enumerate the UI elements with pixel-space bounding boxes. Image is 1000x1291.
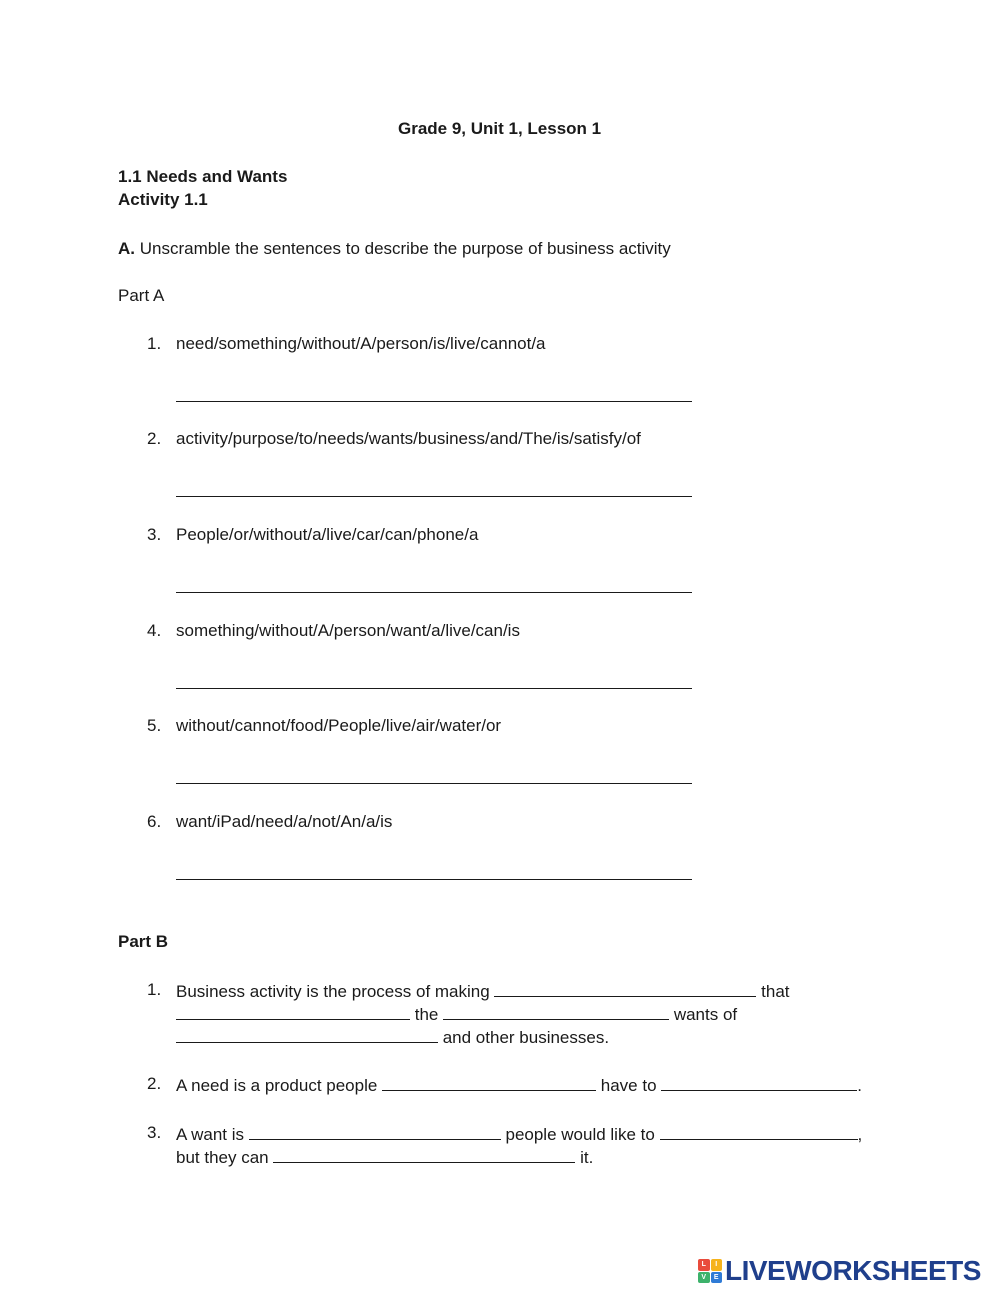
- logo-letter: L: [698, 1259, 710, 1271]
- sentence-text: wants of: [669, 1005, 738, 1024]
- sentence-text: people would like to: [500, 1125, 660, 1144]
- liveworksheets-logo: [698, 1256, 981, 1286]
- blank-field[interactable]: [443, 1002, 669, 1020]
- sentence-text: A want is: [176, 1125, 249, 1144]
- answer-line[interactable]: [176, 382, 692, 402]
- blank-field[interactable]: [176, 1002, 410, 1020]
- logo-text: LIVEWORKSHEETS: [725, 1255, 981, 1286]
- sentence-text: .: [857, 1076, 862, 1095]
- sentence-text: but they can: [176, 1148, 274, 1167]
- blank-field[interactable]: [660, 1122, 858, 1140]
- instruction-text: Unscramble the sentences to describe the purpose of business activity: [135, 239, 671, 258]
- part-b-title: Part B: [118, 932, 169, 951]
- item-number: 4.: [147, 621, 162, 640]
- item-number: 2.: [147, 429, 162, 448]
- fill-sentence-line: [176, 1122, 862, 1146]
- answer-line[interactable]: [176, 669, 692, 689]
- sentence-text: it.: [575, 1148, 594, 1167]
- answer-line[interactable]: [176, 764, 692, 784]
- blank-field[interactable]: [661, 1073, 857, 1091]
- blank-field[interactable]: [494, 979, 756, 997]
- blank-field[interactable]: [176, 1025, 438, 1043]
- blank-field[interactable]: [273, 1145, 575, 1163]
- sentence-text: have to: [596, 1076, 662, 1095]
- sentence-text: A need is a product people: [176, 1076, 383, 1095]
- instruction: [118, 238, 671, 260]
- item-number: 5.: [147, 716, 162, 735]
- answer-line[interactable]: [176, 860, 692, 880]
- sentence-text: the: [410, 1005, 444, 1024]
- instruction-label: A.: [118, 239, 135, 258]
- logo-letter: V: [698, 1272, 710, 1284]
- sentence-text: Business activity is the process of making: [176, 982, 495, 1001]
- fill-sentence-line: [176, 1073, 862, 1097]
- answer-line[interactable]: [176, 477, 692, 497]
- fill-sentence-line: [176, 979, 790, 1003]
- scrambled-sentence: activity/purpose/to/needs/wants/business/and/The/is/satisfy/of: [176, 429, 641, 448]
- scrambled-sentence: without/cannot/food/People/live/air/water/or: [176, 716, 502, 735]
- blank-field[interactable]: [382, 1073, 596, 1091]
- fill-sentence-line: [176, 1025, 609, 1049]
- fill-sentence-line: [176, 1145, 593, 1169]
- sentence-text: ,: [857, 1125, 863, 1144]
- item-number: 2.: [147, 1074, 162, 1093]
- item-number: 1.: [147, 980, 162, 999]
- page-title: Grade 9, Unit 1, Lesson 1: [398, 119, 602, 138]
- logo-mark-icon: [698, 1259, 722, 1283]
- scrambled-sentence: need/something/without/A/person/is/live/cannot/a: [176, 334, 546, 353]
- scrambled-sentence: People/or/without/a/live/car/can/phone/a: [176, 525, 479, 544]
- logo-letter: I: [711, 1259, 723, 1271]
- scrambled-sentence: want/iPad/need/a/not/An/a/is: [176, 812, 393, 831]
- section-heading: 1.1 Needs and Wants: [118, 167, 288, 186]
- answer-line[interactable]: [176, 573, 692, 593]
- item-number: 6.: [147, 812, 162, 831]
- sentence-text: and other businesses.: [438, 1028, 610, 1047]
- part-a-title: Part A: [118, 286, 165, 305]
- activity-heading: Activity 1.1: [118, 190, 208, 209]
- fill-sentence-line: [176, 1002, 737, 1026]
- blank-field[interactable]: [249, 1122, 501, 1140]
- scrambled-sentence: something/without/A/person/want/a/live/can/is: [176, 621, 520, 640]
- logo-letter: E: [711, 1272, 723, 1284]
- item-number: 1.: [147, 334, 162, 353]
- item-number: 3.: [147, 1123, 162, 1142]
- item-number: 3.: [147, 525, 162, 544]
- sentence-text: that: [756, 982, 790, 1001]
